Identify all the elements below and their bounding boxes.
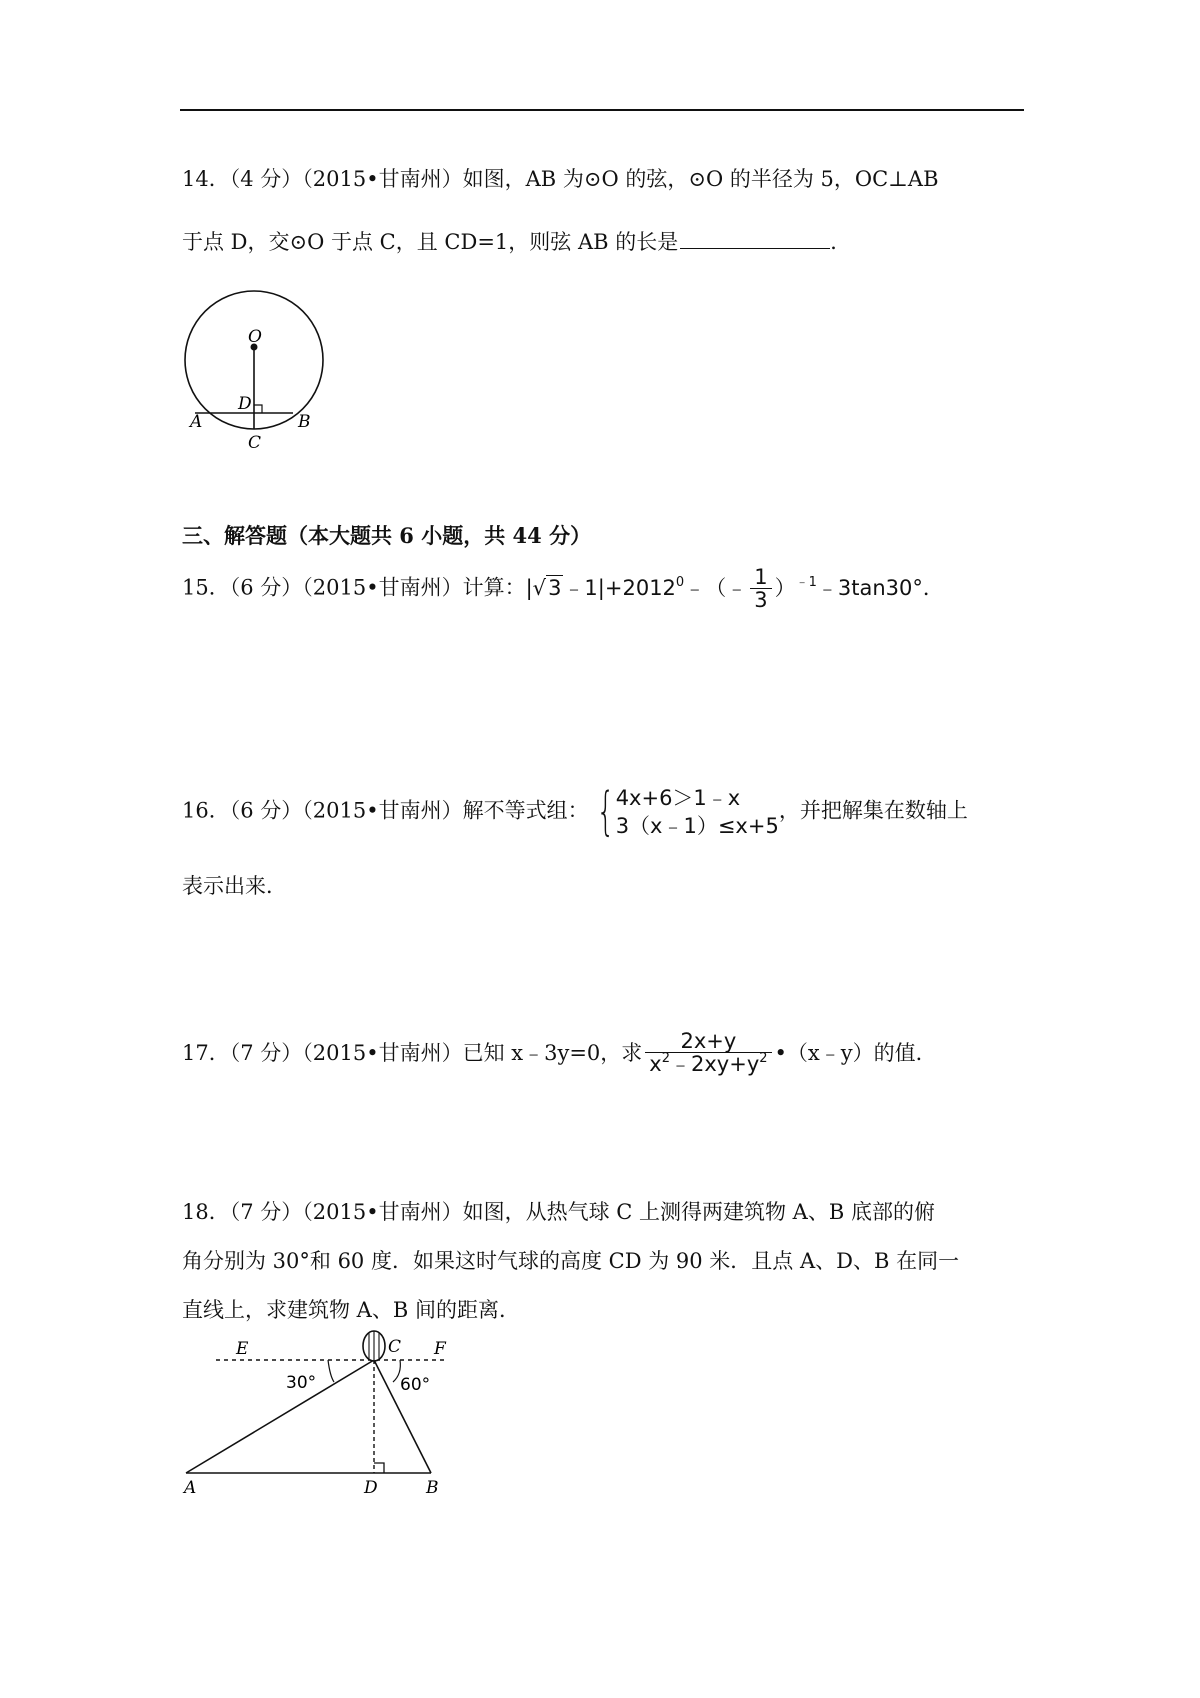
q14-line-2 (182, 228, 851, 256)
q15-line (182, 566, 944, 611)
frac-numerator: 1 (754, 565, 768, 589)
frac-denominator: 3 (750, 588, 771, 611)
q16-line-2: 表示出来． (182, 874, 287, 898)
q14-line-1: 14．（4 分）（2015•甘南州）如图，AB 为⊙O 的弦，⊙O 的半径为 5，OC⊥AB (182, 167, 939, 191)
q17-prefix: 17．（7 分）（2015•甘南州）已知 x﹣3y=0，求 (182, 1041, 643, 1065)
exponent-neg-one: ﹣1 (795, 574, 817, 590)
angle-label-60: 60° (400, 1375, 431, 1395)
q16-line-1 (182, 784, 968, 840)
inequality-system (589, 784, 779, 840)
fraction-one-third (750, 566, 771, 611)
balloon-icon (363, 1331, 385, 1361)
q14-circle-figure (178, 288, 338, 458)
q15-tail: ﹣3tan30°． (816, 575, 944, 600)
q17-denominator (645, 1052, 771, 1079)
exponent-zero: 0 (675, 574, 685, 590)
label-f: F (434, 1339, 446, 1359)
label-b: B (426, 1478, 439, 1498)
system-brace: { (596, 782, 615, 842)
sqrt-3 (533, 574, 564, 602)
label-e: E (236, 1339, 249, 1359)
abs-bar: | (525, 575, 533, 600)
angle-arc-30 (328, 1360, 334, 1382)
q15-minus-paren: ﹣（﹣ (684, 575, 748, 600)
label-a: A (184, 1478, 197, 1498)
angle-label-30: 30° (286, 1373, 317, 1393)
q14-line-2-text: 于点 D，交⊙O 于点 C，且 CD=1，则弦 AB 的长是 (182, 230, 679, 254)
q15-expression (525, 565, 944, 612)
label-d: D (364, 1478, 378, 1498)
label-b: B (298, 412, 311, 432)
answer-blank (680, 230, 830, 249)
q17-fraction (645, 1030, 771, 1079)
right-angle-mark-d (374, 1463, 384, 1473)
label-d: D (238, 394, 252, 414)
q18-line-3: 直线上，求建筑物 A、B 间的距离． (182, 1298, 520, 1322)
den-exp-2: 2 (759, 1051, 768, 1066)
q16-prefix: 16．（6 分）（2015•甘南州）解不等式组： (182, 798, 589, 823)
label-c: C (388, 1337, 402, 1357)
q15-part-2012: ﹣1|+2012 (563, 575, 676, 600)
inequality-2: 3（x﹣1）≤x+5 (615, 814, 779, 838)
line-ca (186, 1360, 374, 1473)
q17-numerator: 2x+y (680, 1029, 737, 1053)
den-mid: ﹣2xy+y (670, 1052, 760, 1076)
sqrt-sign: √ (532, 575, 547, 600)
label-a: A (190, 412, 203, 432)
radicand: 3 (548, 575, 562, 600)
q17-suffix: •（x﹣y）的值． (774, 1041, 937, 1065)
section-3-heading: 三、解答题（本大题共 6 小题，共 44 分） (182, 523, 592, 548)
q15-prefix: 15．（6 分）（2015•甘南州）计算： (182, 575, 526, 600)
q14-period: ． (830, 230, 852, 254)
inequality-1: 4x+6＞1﹣x (615, 786, 741, 810)
q17-line (182, 1030, 937, 1079)
q15-close-paren: ） (774, 575, 796, 600)
right-angle-mark (254, 405, 262, 413)
q16-suffix: ，并把解集在数轴上 (778, 798, 968, 823)
q18-line-1: 18．（7 分）（2015•甘南州）如图，从热气球 C 上测得两建筑物 A、B 底部的俯 (182, 1200, 935, 1224)
den-x: x (649, 1052, 662, 1076)
den-exp-1: 2 (661, 1051, 671, 1066)
q18-line-2: 角分别为 30°和 60 度．如果这时气球的高度 CD 为 90 米．且点 A、D、B 在同一 (182, 1249, 960, 1273)
header-rule (180, 109, 1024, 111)
q18-balloon-figure (178, 1330, 478, 1500)
label-o: O (248, 327, 262, 347)
label-c: C (248, 433, 262, 453)
